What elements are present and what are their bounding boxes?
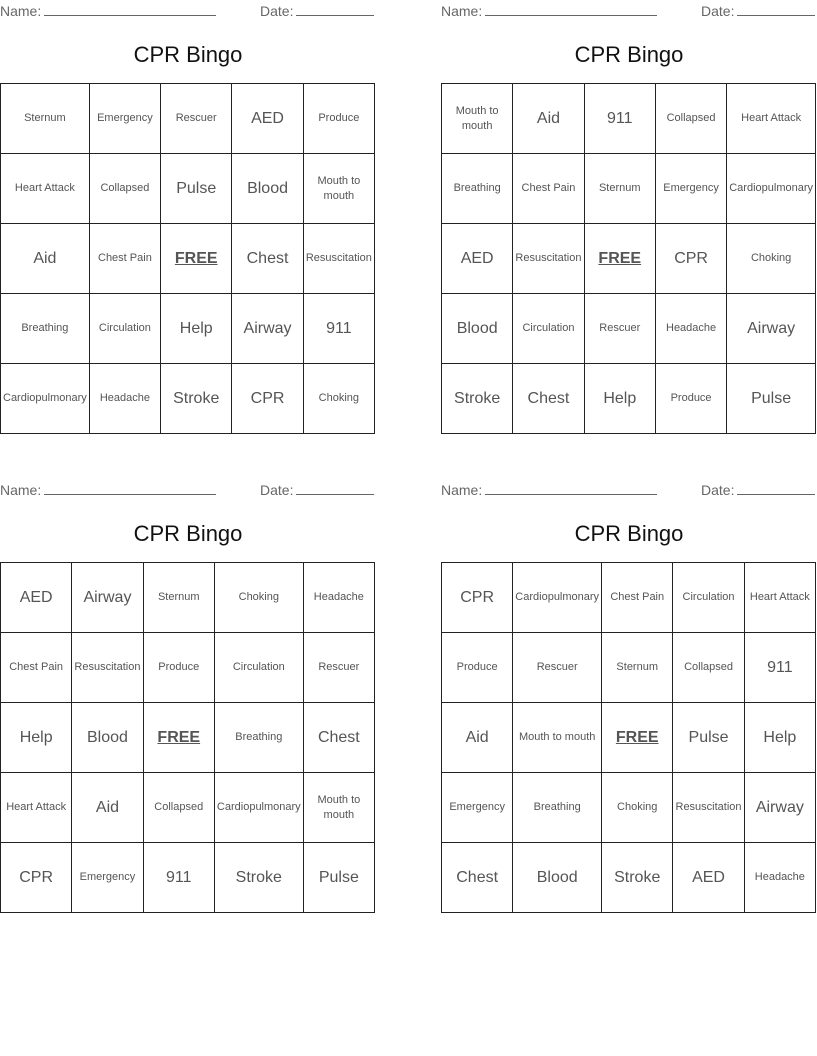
- bingo-cell[interactable]: Rescuer: [304, 633, 375, 703]
- bingo-cell[interactable]: Help: [745, 703, 816, 773]
- bingo-cell[interactable]: Aid: [72, 773, 143, 843]
- free-space-cell[interactable]: FREE: [144, 703, 215, 773]
- bingo-cell[interactable]: Stroke: [602, 843, 673, 913]
- bingo-cell[interactable]: Mouth to mouth: [513, 703, 602, 773]
- bingo-cell[interactable]: Chest: [513, 364, 584, 434]
- bingo-card-1: [0, 0, 376, 440]
- date-label: Date:: [701, 482, 735, 498]
- bingo-cell[interactable]: Rescuer: [585, 294, 656, 364]
- name-date-header: [0, 0, 376, 22]
- bingo-cell[interactable]: Resuscitation: [513, 224, 584, 294]
- bingo-cell[interactable]: Chest Pain: [602, 563, 673, 633]
- name-blank-line[interactable]: [44, 2, 216, 16]
- bingo-cell[interactable]: Emergency: [442, 773, 513, 843]
- bingo-cell[interactable]: Cardiopulmonary: [1, 364, 90, 434]
- bingo-cell[interactable]: Airway: [727, 294, 816, 364]
- name-field[interactable]: [441, 2, 657, 19]
- bingo-grid: [0, 562, 375, 913]
- bingo-cell[interactable]: Sternum: [1, 84, 90, 154]
- bingo-cell[interactable]: Rescuer: [513, 633, 602, 703]
- card-title: CPR Bingo: [133, 42, 243, 67]
- bingo-card-4: [441, 479, 817, 919]
- date-label: Date:: [701, 3, 735, 19]
- date-field[interactable]: [260, 2, 374, 19]
- date-blank-line[interactable]: [296, 481, 374, 495]
- bingo-cell[interactable]: Breathing: [513, 773, 602, 843]
- bingo-cell[interactable]: Pulse: [304, 843, 375, 913]
- bingo-cell[interactable]: Pulse: [673, 703, 744, 773]
- bingo-cell[interactable]: CPR: [656, 224, 727, 294]
- bingo-cell[interactable]: Produce: [442, 633, 513, 703]
- bingo-cell[interactable]: Blood: [513, 843, 602, 913]
- bingo-cell[interactable]: Chest Pain: [1, 633, 72, 703]
- name-date-header: [0, 479, 376, 501]
- bingo-cell[interactable]: AED: [232, 84, 303, 154]
- bingo-cell[interactable]: Collapsed: [656, 84, 727, 154]
- name-date-header: [441, 0, 817, 22]
- bingo-cell[interactable]: Collapsed: [90, 154, 161, 224]
- bingo-cell[interactable]: CPR: [1, 843, 72, 913]
- bingo-cell[interactable]: Choking: [304, 364, 375, 434]
- bingo-cell[interactable]: Produce: [304, 84, 375, 154]
- bingo-cell[interactable]: Mouth to mouth: [442, 84, 513, 154]
- bingo-cell[interactable]: AED: [1, 563, 72, 633]
- date-blank-line[interactable]: [737, 481, 815, 495]
- bingo-cell[interactable]: Collapsed: [673, 633, 744, 703]
- bingo-cell[interactable]: Cardiopulmonary: [513, 563, 602, 633]
- bingo-cell[interactable]: Stroke: [161, 364, 232, 434]
- date-field[interactable]: [701, 2, 815, 19]
- bingo-cell[interactable]: Sternum: [585, 154, 656, 224]
- bingo-card-2: [441, 0, 817, 440]
- bingo-cell[interactable]: Emergency: [656, 154, 727, 224]
- bingo-cell[interactable]: Blood: [72, 703, 143, 773]
- bingo-cell[interactable]: Resuscitation: [72, 633, 143, 703]
- bingo-grid: [441, 83, 816, 434]
- bingo-cell[interactable]: Headache: [304, 563, 375, 633]
- name-field[interactable]: [441, 481, 657, 498]
- bingo-cell[interactable]: Cardiopulmonary: [727, 154, 816, 224]
- bingo-cell[interactable]: 911: [745, 633, 816, 703]
- bingo-cell[interactable]: Breathing: [1, 294, 90, 364]
- bingo-cell[interactable]: Help: [1, 703, 72, 773]
- card-title: CPR Bingo: [574, 42, 684, 67]
- name-field[interactable]: [0, 2, 216, 19]
- date-field[interactable]: [260, 481, 374, 498]
- bingo-cell[interactable]: Produce: [144, 633, 215, 703]
- bingo-cell[interactable]: Sternum: [144, 563, 215, 633]
- card-title: CPR Bingo: [574, 521, 684, 546]
- bingo-cell[interactable]: Chest Pain: [513, 154, 584, 224]
- name-label: Name:: [0, 482, 42, 498]
- bingo-cell[interactable]: Airway: [72, 563, 143, 633]
- free-space-cell[interactable]: FREE: [585, 224, 656, 294]
- free-space-cell[interactable]: FREE: [161, 224, 232, 294]
- bingo-cell[interactable]: Chest: [304, 703, 375, 773]
- bingo-cell[interactable]: Mouth to mouth: [304, 154, 375, 224]
- bingo-grid: [441, 562, 816, 913]
- bingo-cell[interactable]: Produce: [656, 364, 727, 434]
- bingo-cell[interactable]: Circulation: [513, 294, 584, 364]
- bingo-cell[interactable]: AED: [442, 224, 513, 294]
- bingo-cell[interactable]: 911: [585, 84, 656, 154]
- bingo-cell[interactable]: Mouth to mouth: [304, 773, 375, 843]
- bingo-cell[interactable]: Choking: [215, 563, 304, 633]
- date-blank-line[interactable]: [296, 2, 374, 16]
- bingo-cell[interactable]: Choking: [727, 224, 816, 294]
- bingo-cell[interactable]: Stroke: [442, 364, 513, 434]
- bingo-cell[interactable]: Collapsed: [144, 773, 215, 843]
- bingo-cell[interactable]: Choking: [602, 773, 673, 843]
- bingo-cell[interactable]: Breathing: [442, 154, 513, 224]
- bingo-cell[interactable]: Aid: [442, 703, 513, 773]
- bingo-cell[interactable]: Blood: [442, 294, 513, 364]
- bingo-cell[interactable]: Resuscitation: [673, 773, 744, 843]
- bingo-cell[interactable]: CPR: [232, 364, 303, 434]
- date-blank-line[interactable]: [737, 2, 815, 16]
- bingo-cell[interactable]: Emergency: [90, 84, 161, 154]
- name-blank-line[interactable]: [44, 481, 216, 495]
- date-label: Date:: [260, 482, 294, 498]
- bingo-cell[interactable]: Aid: [1, 224, 90, 294]
- bingo-cell[interactable]: Stroke: [215, 843, 304, 913]
- bingo-cell[interactable]: Headache: [656, 294, 727, 364]
- bingo-cell[interactable]: Pulse: [161, 154, 232, 224]
- bingo-cell[interactable]: CPR: [442, 563, 513, 633]
- bingo-cell[interactable]: Help: [161, 294, 232, 364]
- bingo-cell[interactable]: Headache: [90, 364, 161, 434]
- name-field[interactable]: [0, 481, 216, 498]
- name-label: Name:: [0, 3, 42, 19]
- bingo-cell[interactable]: Help: [585, 364, 656, 434]
- bingo-cell[interactable]: Heart Attack: [1, 773, 72, 843]
- name-blank-line[interactable]: [485, 2, 657, 16]
- bingo-cell[interactable]: AED: [673, 843, 744, 913]
- bingo-cell[interactable]: Rescuer: [161, 84, 232, 154]
- bingo-cell[interactable]: Heart Attack: [727, 84, 816, 154]
- bingo-cell[interactable]: Pulse: [727, 364, 816, 434]
- free-space-cell[interactable]: FREE: [602, 703, 673, 773]
- bingo-cell[interactable]: Cardiopulmonary: [215, 773, 304, 843]
- bingo-cell[interactable]: Heart Attack: [1, 154, 90, 224]
- bingo-card-3: [0, 479, 376, 919]
- bingo-cell[interactable]: 911: [304, 294, 375, 364]
- name-date-header: [441, 479, 817, 501]
- name-blank-line[interactable]: [485, 481, 657, 495]
- bingo-cell[interactable]: Circulation: [90, 294, 161, 364]
- card-title: CPR Bingo: [133, 521, 243, 546]
- bingo-cell[interactable]: Chest: [442, 843, 513, 913]
- name-label: Name:: [441, 3, 483, 19]
- bingo-cell[interactable]: Airway: [745, 773, 816, 843]
- bingo-cell[interactable]: Sternum: [602, 633, 673, 703]
- bingo-cell[interactable]: Circulation: [673, 563, 744, 633]
- bingo-cell[interactable]: Headache: [745, 843, 816, 913]
- bingo-cell[interactable]: Chest: [232, 224, 303, 294]
- bingo-cell[interactable]: Heart Attack: [745, 563, 816, 633]
- date-field[interactable]: [701, 481, 815, 498]
- bingo-cell[interactable]: Blood: [232, 154, 303, 224]
- bingo-grid: [0, 83, 375, 434]
- bingo-cell[interactable]: Circulation: [215, 633, 304, 703]
- bingo-cell[interactable]: Resuscitation: [304, 224, 375, 294]
- bingo-cell[interactable]: Breathing: [215, 703, 304, 773]
- name-label: Name:: [441, 482, 483, 498]
- bingo-cell[interactable]: Aid: [513, 84, 584, 154]
- date-label: Date:: [260, 3, 294, 19]
- bingo-cell[interactable]: 911: [144, 843, 215, 913]
- bingo-cell[interactable]: Emergency: [72, 843, 143, 913]
- bingo-cell[interactable]: Chest Pain: [90, 224, 161, 294]
- bingo-cell[interactable]: Airway: [232, 294, 303, 364]
